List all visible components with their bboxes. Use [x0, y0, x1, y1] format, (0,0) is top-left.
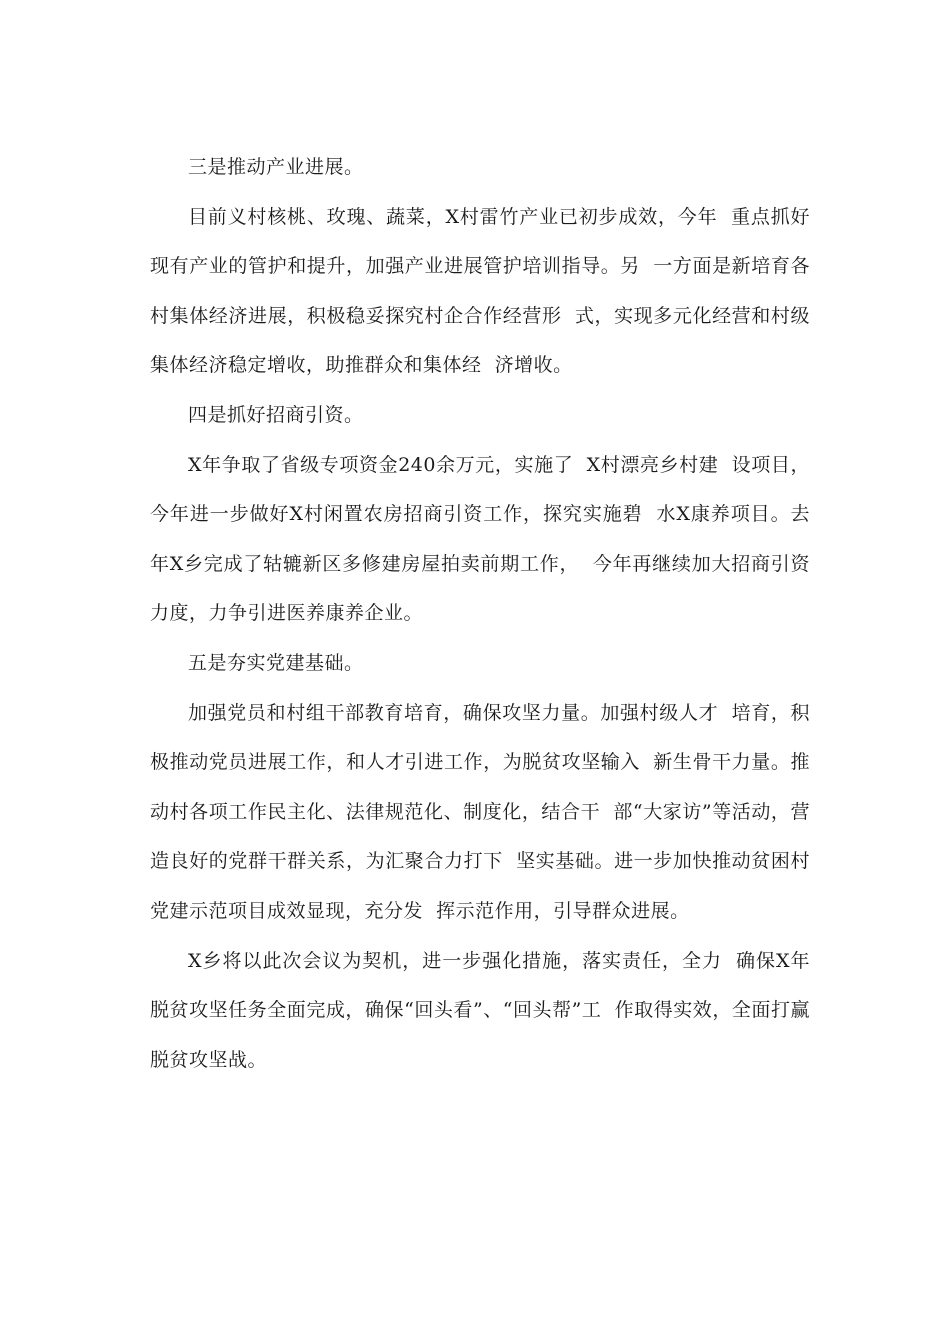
closing-paragraph: X乡将以此次会议为契机，进一步强化措施，落实责任，全力 确保X年脱贫攻坚任务全面完成，确保“回头看”、“回头帮”工 作取得实效，全面打赢脱贫攻坚战。: [150, 949, 810, 1071]
body-paragraph-investment: X年争取了省级专项资金240余万元，实施了 X村漂亮乡村建 设项目，今年进一步做好X村闲置农房招商引资工作，探究实施碧 水X康养项目。去年X乡完成了轱辘新区多修建房屋拍卖前期工作， 今年再继续加大招商引资力度，力争引进医养康养企业。: [150, 453, 810, 625]
body-paragraph-industry: 目前义村核桃、玫瑰、蔬菜，X村雷竹产业已初步成效，今年 重点抓好现有产业的管护和提升，加强产业进展管护培训指导。另 一方面是新培育各村集体经济进展，积极稳妥探究村企合作经营形 式，实现多元化经营和村级集体经济稳定增收，助推群众和集体经 济增收。: [150, 205, 810, 377]
section-heading-investment: 四是抓好招商引资。: [188, 403, 364, 426]
document-page: [150, 143, 810, 1085]
body-paragraph-party-building: 加强党员和村组干部教育培育，确保攻坚力量。加强村级人才 培育，积极推动党员进展工作，和人才引进工作，为脱贫攻坚输入 新生骨干力量。推动村各项工作民主化、法律规范化、制度化，结合干 部“大家访”等活动，营造良好的党群干群关系，为汇聚合力打下 坚实基础。进一步加快推动贫困村党建示范项目成效显现，充分发 挥示范作用，引导群众进展。: [150, 701, 810, 922]
section-heading-industry: 三是推动产业进展。: [188, 156, 364, 178]
section-heading-party-building: 五是夯实党建基础。: [188, 651, 364, 674]
